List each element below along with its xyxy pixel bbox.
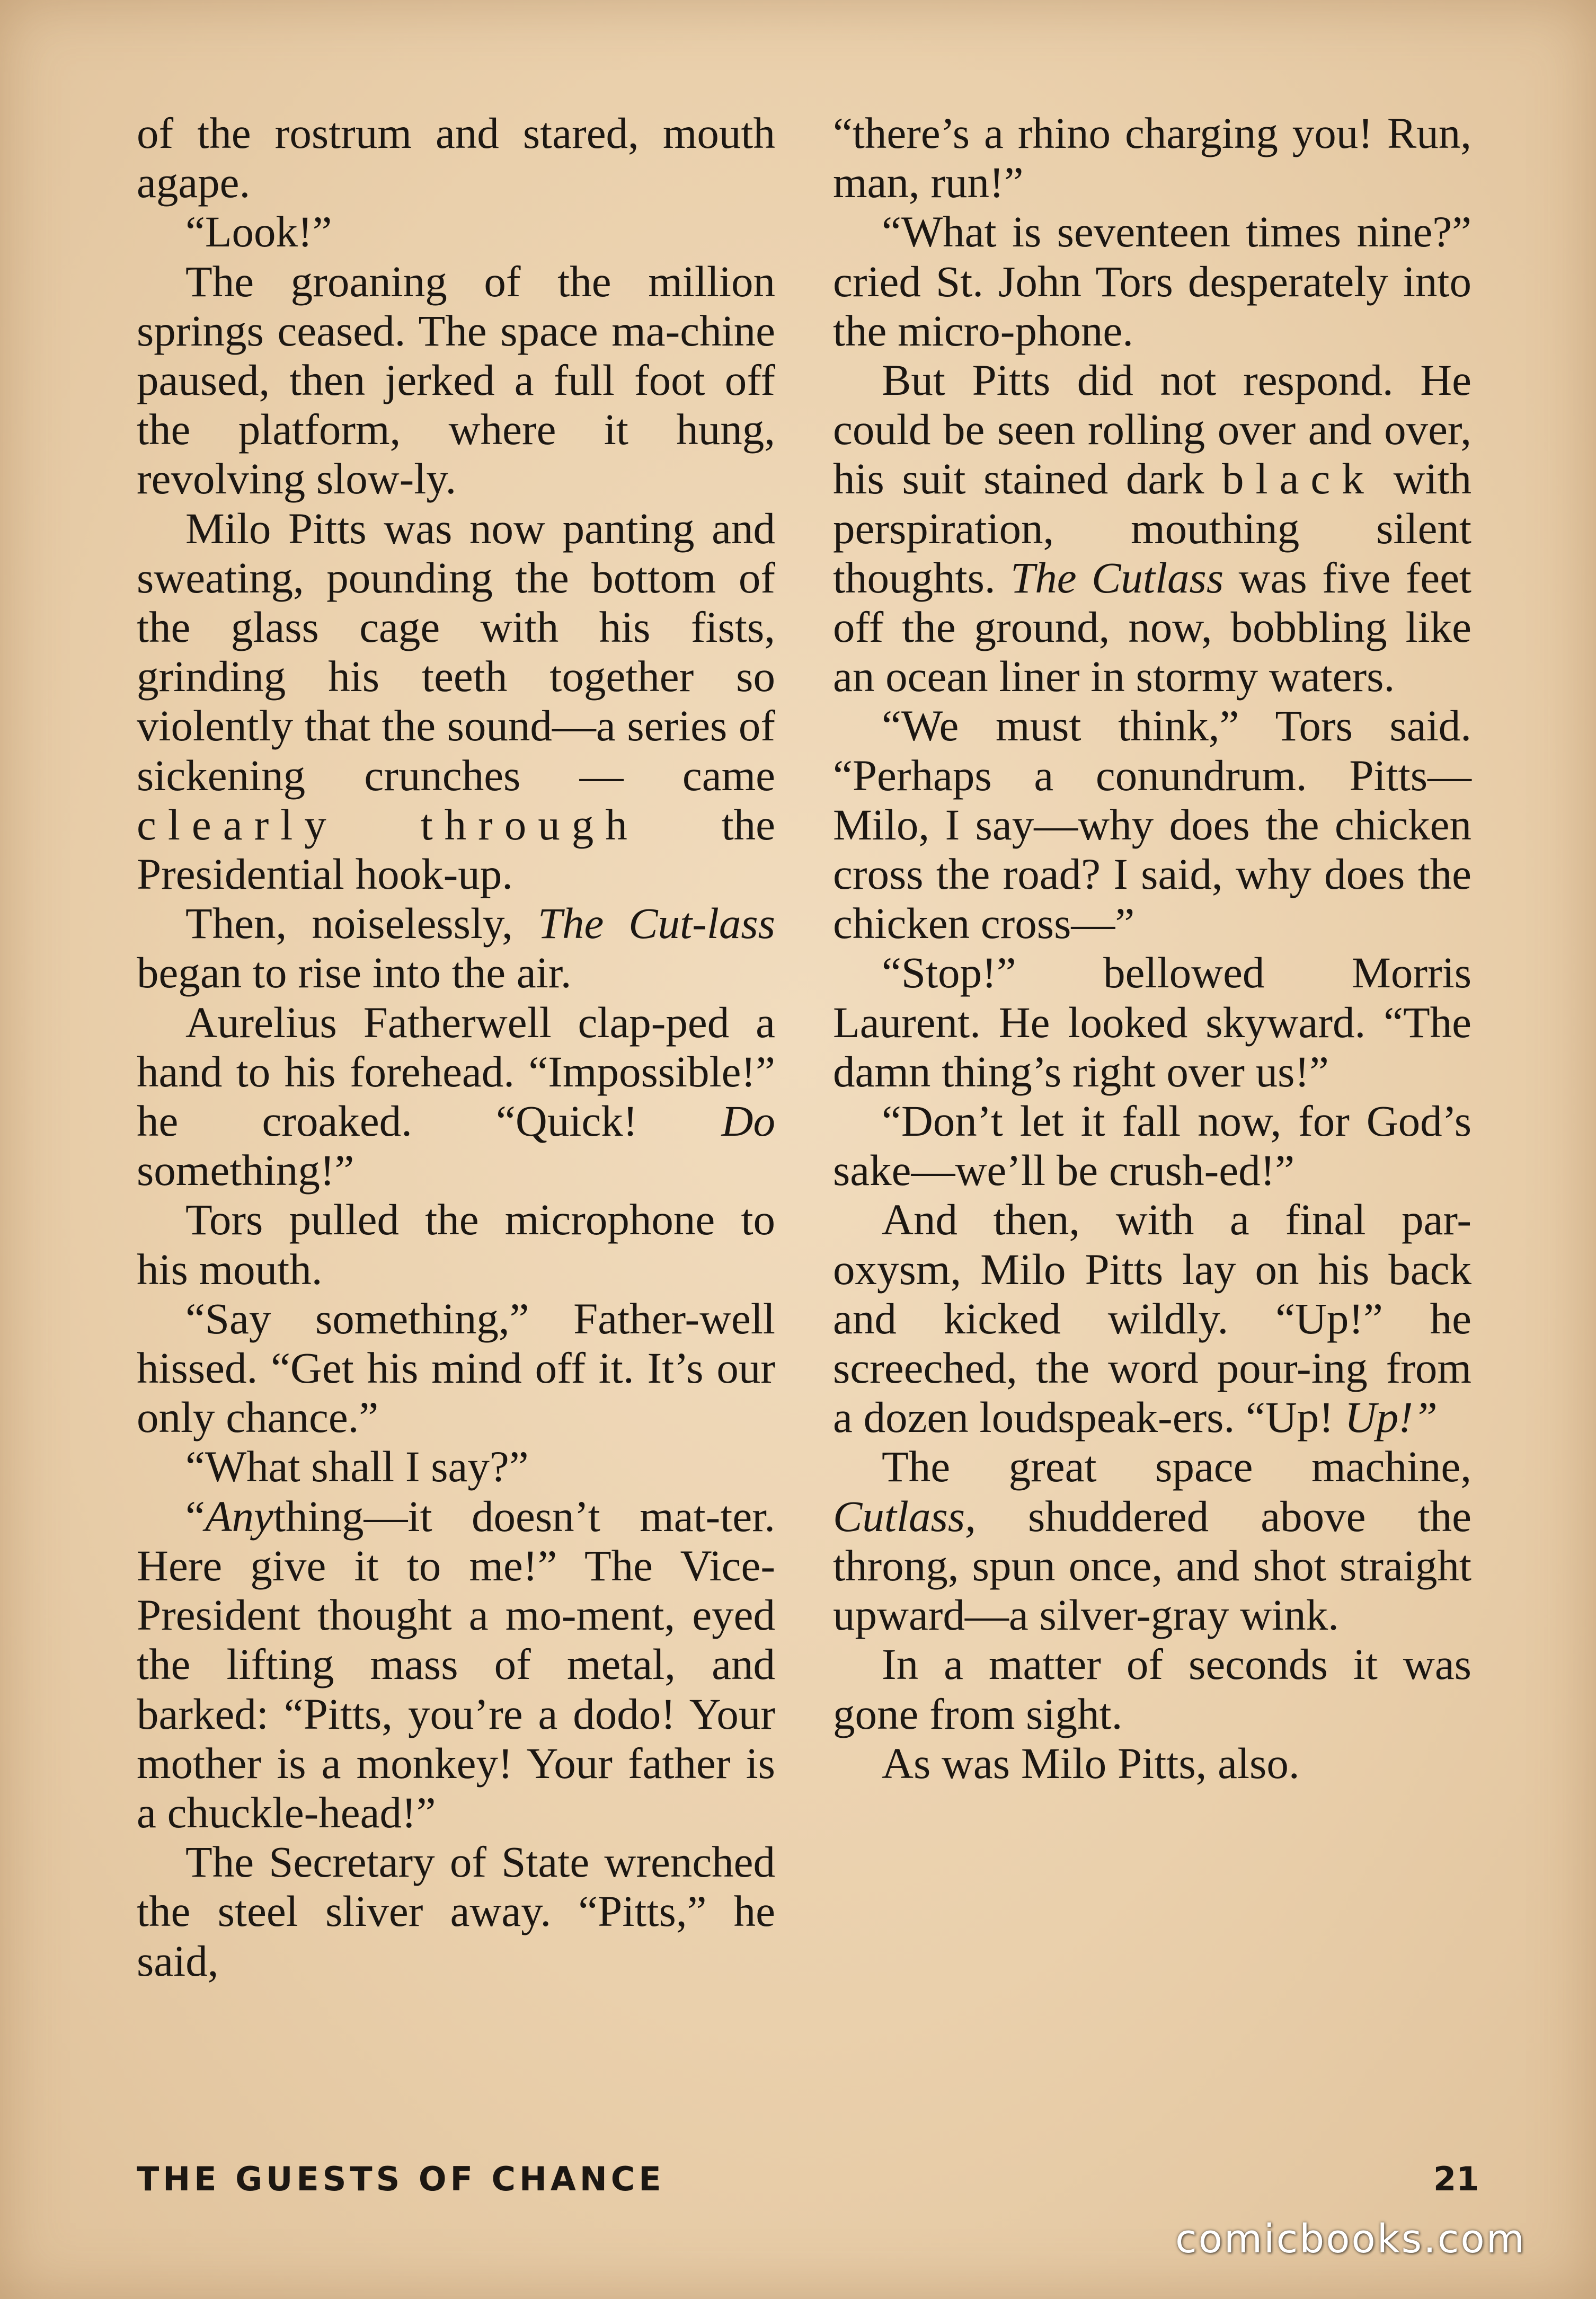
paragraph: The groaning of the million springs ceased. The space ma-chine paused, then jerked a full foot off the platform, where it hung, revolving slow-ly.: [137, 257, 775, 503]
text-run: “: [185, 1491, 205, 1541]
italic-title: Cutlass,: [833, 1491, 976, 1541]
italic-word: Do: [721, 1097, 775, 1146]
paragraph: “Say something,” Father-well hissed. “Get his mind off it. It’s our only chance.”: [137, 1294, 775, 1442]
running-title: THE GUESTS OF CHANCE: [137, 2160, 665, 2198]
paragraph: [833, 1442, 1471, 1640]
paragraph: [833, 356, 1471, 701]
text-run: And then, with a final par-oxysm, Milo Pitts lay on his back and kicked wildly. “Up!” he screeched, the word pour-ing from a dozen loudspeak-ers. “Up!: [833, 1195, 1471, 1442]
text-run: was five feet off the ground, now, bobbling like an ocean liner in stormy waters.: [833, 553, 1471, 701]
paragraph: “We must think,” Tors said. “Perhaps a conundrum. Pitts—Milo, I say—why does the chicken cross the road? I said, why does the chicken cross—”: [833, 701, 1471, 948]
paragraph: “What is seventeen times nine?” cried St. John Tors desperately into the micro-phone.: [833, 207, 1471, 355]
text-run: something!”: [137, 1146, 354, 1195]
paragraph: As was Milo Pitts, also.: [882, 1738, 1300, 1788]
italic-word: Up!”: [1344, 1393, 1438, 1442]
text-run: Milo Pitts was now panting and sweating, pounding the bottom of the glass cage with his fists, grinding his teeth together so violently that the sound—a series of sickening crunches — came: [137, 503, 775, 800]
paragraph: of the rostrum and stared, mouth agape.: [137, 109, 775, 207]
paragraph: “What shall I say?”: [185, 1442, 529, 1491]
text-run: began to rise into the air.: [137, 948, 572, 997]
paragraph: [137, 899, 775, 997]
right-column: [833, 109, 1471, 1788]
paragraph: In a matter of seconds it was gone from sight.: [833, 1640, 1471, 1738]
left-column: [137, 109, 775, 1986]
text-run: thing—it doesn’t mat-ter. Here give it to me!” The Vice-President thought a mo-ment, eyed the lifting mass of metal, and barked: “Pitts, you’re a dodo! Your mother is a monkey! Your father is a chuckle-head!”: [137, 1491, 775, 1837]
italic-title: The Cutlass: [1010, 553, 1224, 602]
text-run-spaced: black: [1222, 454, 1376, 503]
italic-title: The Cut-lass: [537, 899, 775, 948]
text-run-spaced: clearly: [137, 800, 338, 849]
text-run: the Presidential hook-up.: [137, 800, 776, 899]
paragraph: [137, 1492, 775, 1837]
paragraph: “Stop!” bellowed Morris Laurent. He looked skyward. “The damn thing’s right over us!”: [833, 948, 1471, 1096]
paragraph: [137, 504, 775, 899]
page-number: 21: [1433, 2160, 1479, 2198]
paragraph: “Look!”: [185, 207, 332, 257]
text-run: with perspiration, mouthing silent thoughts.: [833, 454, 1472, 602]
watermark: comicbooks.com: [1175, 2216, 1526, 2262]
text-run-spaced: through: [420, 800, 639, 849]
italic-word: Any: [205, 1491, 273, 1541]
text-run: The great space machine,: [882, 1442, 1471, 1491]
text-run: Then, noiselessly,: [185, 899, 538, 948]
text-run: Aurelius Fatherwell clap-ped a hand to his forehead. “Impossible!” he croaked. “Quick!: [137, 997, 775, 1146]
paragraph: [137, 998, 775, 1196]
paragraph: Tors pulled the microphone to his mouth.: [137, 1195, 775, 1294]
paragraph: “there’s a rhino charging you! Run, man, run!”: [833, 109, 1471, 207]
text-run: But Pitts did not respond. He could be seen rolling over and over, his suit stained dark: [833, 356, 1471, 503]
paragraph: [833, 1195, 1471, 1442]
paragraph: “Don’t let it fall now, for God’s sake—we’ll be crush-ed!”: [833, 1097, 1471, 1195]
text-run: shuddered above the throng, spun once, and shot straight upward—a silver-gray wink.: [833, 1491, 1471, 1640]
paragraph: The Secretary of State wrenched the steel sliver away. “Pitts,” he said,: [137, 1837, 775, 1985]
